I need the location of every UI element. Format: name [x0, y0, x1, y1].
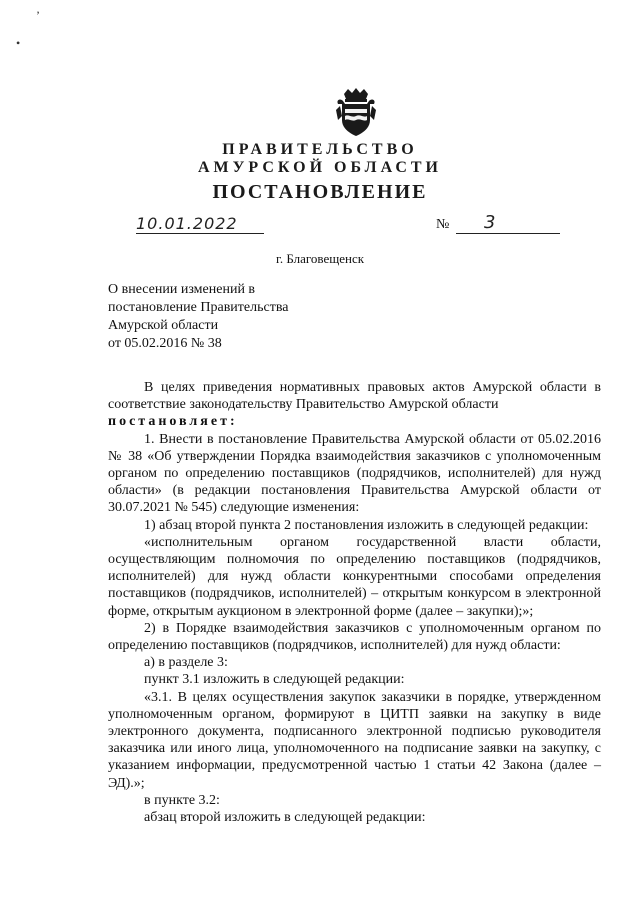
number-underline: [456, 233, 560, 234]
resolution-keyword: постановляет:: [108, 414, 238, 430]
document-date: 10.01.2022: [136, 214, 238, 233]
subject-line: постановление Правительства: [108, 300, 289, 315]
coat-of-arms-emblem: [330, 86, 382, 138]
body-paragraph: 1) абзац второй пункта 2 постановления изложить в следующей редакции:: [144, 517, 589, 533]
subject-line: О внесении изменений в: [108, 282, 256, 297]
government-title-line2: АМУРСКОЙ ОБЛАСТИ: [198, 159, 442, 176]
body-paragraph: в пункте 3.2:: [144, 792, 220, 808]
subject-line: от 05.02.2016 № 38: [108, 336, 222, 351]
number-label: №: [436, 217, 450, 232]
government-title-line1: ПРАВИТЕЛЬСТВО: [222, 141, 418, 158]
body-paragraph: 1. Внести в постановление Правительства Амурской области от 05.02.2016 № 38 «Об утверждении Порядка взаимодействия заказчиков с уполномоченным органом по определению поставщиков (подрядчиков, исполнителей) для нужд области» (в редакции постановления Правительства Амурской области от 30.07.2021 № 545) следующие изменения:: [108, 431, 601, 516]
body-paragraph: «3.1. В целях осуществления закупок заказчики в порядке, утвержденном уполномоченным органом, формируют в ЦИТП заявки на закупку в виде электронного документа, подписанного электронной подписью руководителя заказчика или иного лица, уполномоченного на подписание заявки на закупку, с указанием информации, предусмотренной частью 1 статьи 42 Закона (далее – ЭД).»;: [108, 689, 601, 791]
subject-line: Амурской области: [108, 318, 219, 333]
scan-mark: ’: [36, 8, 40, 22]
body-paragraph: пункт 3.1 изложить в следующей редакции:: [144, 672, 405, 688]
body-paragraph: абзац второй изложить в следующей редакции:: [144, 810, 426, 826]
city: г. Благовещенск: [275, 251, 365, 266]
date-underline: [136, 233, 264, 234]
body-paragraph: 2) в Порядке взаимодействия заказчиков с уполномоченным органом по определению поставщиков (подрядчиков, исполнителей) для нужд области:: [108, 620, 601, 654]
body-paragraph: «исполнительным органом государственной власти области, осуществляющим полномочия по определению поставщиков (подрядчиков, исполнителей) для нужд области конкурентными способами определения поставщиков (подрядчиков, исполнителей) – открытым конкурсом в электронной форме, открытым аукционом в электронной форме (далее – закупки);»;: [108, 534, 601, 619]
document-type-title: ПОСТАНОВЛЕНИЕ: [212, 181, 428, 203]
scan-mark: •: [16, 36, 21, 50]
body-paragraph: а) в разделе 3:: [144, 655, 228, 671]
body-paragraph: В целях приведения нормативных правовых актов Амурской области в соответствие законодательству Правительство Амурской области: [108, 380, 601, 413]
document-number: 3: [484, 212, 496, 233]
document-body: [108, 379, 601, 826]
